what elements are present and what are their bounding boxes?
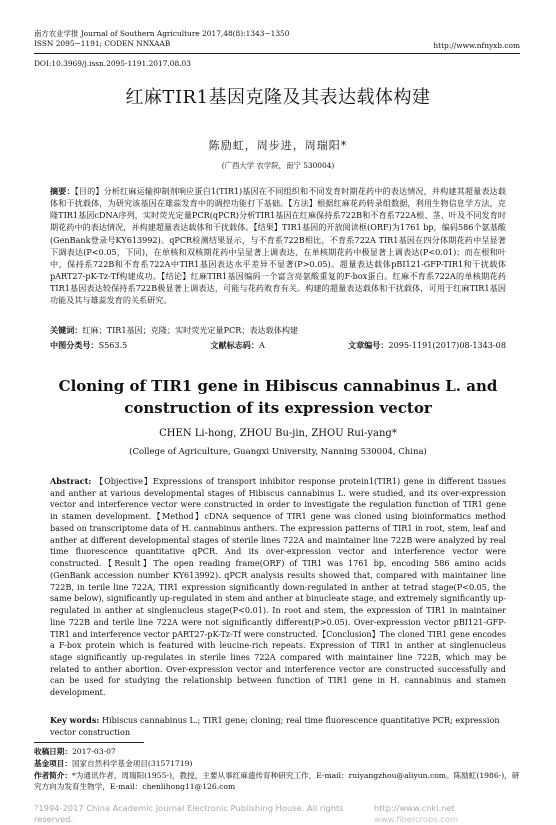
doi: DOI:10.3969/j.issn.2095-1191.2017.08.03	[34, 59, 191, 68]
authors-cn: 陈励虹，周步进，周瑞阳*	[208, 139, 348, 152]
journal-name-en: Journal of Southern Agriculture	[80, 29, 200, 38]
cnki-link[interactable]: http://www.cnki.net	[374, 803, 455, 813]
doc-code: 文献标志码：A	[210, 340, 265, 350]
copyright-line	[34, 803, 536, 825]
watermark-text: www.fibercrops.com	[374, 814, 458, 825]
abstract-cn	[50, 185, 506, 306]
clc-code: 中图分类号：S563.5	[50, 340, 128, 350]
title-cn: 红麻TIR1基因克隆及其表达载体构建	[125, 87, 431, 108]
classification-line	[50, 340, 506, 351]
footnote-rule	[34, 742, 144, 743]
volume-info: 2017,48(8):1343−1350	[202, 29, 290, 38]
abstract-en	[50, 476, 506, 699]
keywords-cn-label: 关键词：	[50, 325, 83, 335]
fund-info: 基金项目：国家自然科学基金项目(31571719)	[34, 758, 193, 768]
authors-en: CHEN Li-hong, ZHOU Bu-jin, ZHOU Rui-yang*	[159, 428, 397, 439]
abstract-cn-text: 【目的】分析红麻运输抑制剂响应蛋白1(TIR1)基因在不同组织和不同发育时期花药中的表达情况，并构建其超量表达载体和干扰载体，为研究该基因在雄蕊发育中的调控功能打下基础。【方法】根据红麻花药转录组数据，利用生物信息学方法，克隆TIR1基因cDNA序列，实时荧光定量PCR(qPCR)分析TIR1基因在红麻保持系722B和不育系722A根、茎、叶及不同发育时期花药中的表达情况，并构建超量表达载体和干扰载体。【结果】TIR1基因的开放阅读框(ORF)为1761 bp，编码586个氨基酸(GenBank登录号KY613992)。qPCR检测结果显示，与不育系722B相比，不育系722A TIR1基因在四分体期花药中呈显著下调表达(P<0.05，下同)，在单核和双核期花药中呈显著上调表达，在单核期花药中极显著上调表达(P<0.01)；而在根和叶中，保持系722B和不育系722A中TIR1基因表达水平差异不显著(P>0.05)。超量表达载体pBI121-GFP-TIR1和干扰载体pART27-pK-Tz-Tf构建成功。【结论】红麻TIR1基因编码一个富含亮氨酸重复的F-box蛋白。红麻不育系722A的单核期花药TIR1基因表达较保持系722B极显著上调表达，可能与花药败育有关。构建的超量表达载体和干扰载体，可用于红麻TIR1基因功能及其与雄蕊发育的关系研究。	[50, 186, 506, 306]
keywords-en	[50, 715, 506, 738]
author-info: 作者简介：*为通讯作者，周瑞阳(1955-)，教授，主要从事红麻遗传育种研究工作，E-mail：ruiyangzhou@aliyun.com。陈励虹(1986-)，研究方向为发育生物学，E-mail：chenlihong11@126.com	[34, 770, 520, 792]
abstract-en-label: Abstract:	[50, 476, 92, 486]
keywords-en-text: Hibiscus cannabinus L.; TIR1 gene; cloning; real time fluorescence quantitative PCR; expression vector construction	[50, 715, 500, 737]
title-en	[0, 376, 556, 420]
footnotes	[34, 746, 520, 793]
title-en-line2: construction of its expression vector	[124, 398, 432, 417]
journal-name-cn: 南方农业学报	[34, 29, 79, 38]
keywords-cn-text: 红麻；TIR1基因；克隆；实时荧光定量PCR；表达载体构建	[82, 325, 299, 335]
keywords-cn	[50, 325, 506, 336]
copyright-text: ?1994-2017 China Academic Journal Electronic Publishing House. All rights reserved.	[34, 803, 344, 825]
abstract-en-text: 【Objective】Expressions of transport inhibitor response protein1(TIR1) gene in different tissues and anther at various developmental stages of Hibiscus cannabinus L. were studied, and its over-expression vector and interference vector were constructed in order to investigate the regulation function of TIR1 gene in stamen development.【Method】cDNA sequence of TIR1 gene was cloned using bioinformatics method based on transcriptome data of H. cannabinus anthers. The expression patterns of TIR1 in root, stem, leaf and anther at different developmental stages of sterile lines 722A and maintainer line 722B were analyzed by real time fluorescence quantitative qPCR. And its over-expression vector and interference vector were constructed.【Result】The open reading frame(ORF) of TIR1 was 1761 bp, encoding 586 amino acids (GenBank accession number KY613992). qPCR analysis results showed that, compared with maintainer line 722B, in terile line 722A, TIR1 expression significantly down-regulated in anther at tetrad stage(P<0.05, the same below), significantly up-regulated in stem and anther at binucleate stage, and extremely significantly up-regulated in anther at singlenucleus stage(P<0.01). In root and stem, the expression of TIR1 in maintainer line 722B and terile line 722A were not significantly different(P>0.05). Over-expression vector pBI121-GFP-TIR1 and interference vector pART27-pK-Tz-Tf were constructed.【Conclusion】The cloned TIR1 gene encodes a F-box protein which is featured with leucine-rich repeats. Expression of TIR1 in anther at singlenucleus stage significantly up-regulates in sterile lines 722A compared with maintainer line 722B, which may be related to anther abortion. Over-expression vector and interference vector are constructed successfully and can be used for studying the relationship between function of TIR1 gene in H. cannabinus and stamen development.	[50, 476, 506, 698]
received-date: 收稿日期：2017-03-07	[34, 747, 116, 756]
article-number: 文章编号：2095-1191(2017)08-1343-08	[347, 340, 506, 350]
header-rule	[34, 53, 520, 54]
journal-header	[34, 29, 289, 49]
abstract-cn-label: 摘要：	[50, 186, 75, 196]
affiliation-cn: (广西大学 农学院，南宁 530004)	[221, 161, 335, 170]
journal-url-link[interactable]: http://www.nfnyxb.com	[433, 41, 520, 50]
copyright-right	[374, 803, 536, 825]
keywords-en-label: Key words:	[50, 715, 100, 725]
title-en-line1: Cloning of TIR1 gene in Hibiscus cannabinus L. and	[58, 377, 498, 395]
affiliation-en: (College of Agriculture, Guangxi University, Nanning 530004, China)	[129, 447, 427, 457]
issn-line: ISSN 2095−1191; CODEN NNXAAB	[34, 38, 171, 48]
